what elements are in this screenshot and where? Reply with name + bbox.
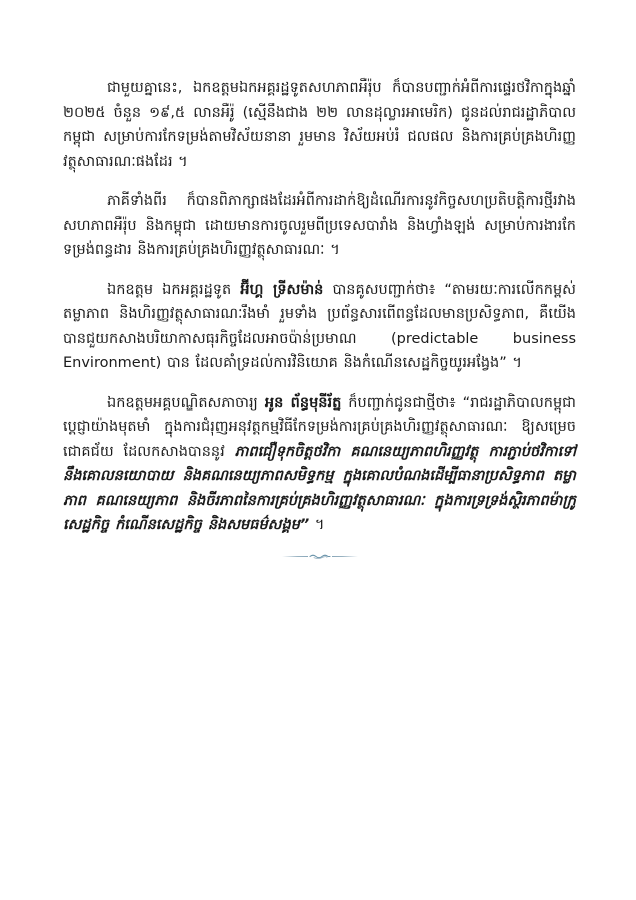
text-run: ឯកឧត្តមអគ្គបណ្ឌិតសភាចារ្យ: [107, 394, 265, 411]
decorative-divider: [282, 553, 358, 560]
text-run: បានគូសបញ្ជាក់ថា៖ “តាមរយៈការលើកកម្ពស់តម្លាភាព និងហិរញ្ញវត្ថុសាធារណៈរឹងមាំ រួមទាំង ប្រព័ន្ធសារពើពន្ធដែលមានប្រសិទ្ធភាព, គឺយើងបានជួយកសាងបរិយាកាសធុរកិច្ចដែលអាចប៉ាន់ប្រមាណ (predictable business Environment) បាន ដែលគាំទ្រដល់ការវិនិយោគ និងកំណើនសេដ្ឋកិច្ចយូរអង្វែង” ។: [63, 281, 576, 371]
text-run: ជាមួយគ្នានេះ, ឯកឧត្តមឯកអគ្គរដ្ឋទូតសហភាពអឺរ៉ុប ក៏បានបញ្ជាក់អំពីការផ្ទេរថវិកាក្នុងឆ្នាំ ២០២៥ ចំនួន ១៩,៥ លានអឺរ៉ូ (ស្មើនឹងជាង ២២ លានដុល្លារអាមេរិក) ជូនដល់រាជរដ្ឋាភិបាលកម្ពុជា សម្រាប់ការកែទម្រង់តាមវិស័យនានា រួមមាន វិស័យអប់រំ ជលផល និងការគ្រប់គ្រងហិរញ្ញវត្ថុសាធារណៈផងដែរ ។: [63, 80, 576, 170]
text-run: ឯកឧត្តម ឯកអគ្គរដ្ឋទូត: [107, 281, 241, 298]
text-run: ក៏បញ្ជាក់ជូនជាថ្មីថា៖ “រាជរដ្ឋាភិបាលកម្ពុជា ប្ដេជ្ញាយ៉ាងមុតមាំ ក្នុងការជំរុញអនុវត្តកម្មវិធីកែទម្រង់ការគ្រប់គ្រងហិរញ្ញវត្ថុសាធារណៈ ឱ្យសម្រេចជោគជ័យ ដែលកសាងបាននូវ: [63, 394, 576, 460]
divider-line-right: [332, 556, 358, 557]
divider-wave-icon: [309, 553, 331, 560]
paragraph: [63, 278, 576, 376]
document-body: [63, 76, 576, 538]
emphasized-quote: ភាពជឿទុកចិត្តថវិកា គណនេយ្យភាពហិរញ្ញវត្ថុ ការភ្ជាប់ថវិកាទៅនឹងគោលនយោបាយ និងគណនេយ្យភាពសមិទ្ធកម្ម ក្នុងគោលបំណងដើម្បីធានាប្រសិទ្ធភាព តម្លាភាព គណនេយ្យភាព និងចីរភាពនៃការគ្រប់គ្រងហិរញ្ញវត្ថុសាធារណៈ ក្នុងការទ្រទ្រង់ស្ថិរភាពម៉ាក្រូសេដ្ឋកិច្ច កំណើនសេដ្ឋកិច្ច និងសមធម៌សង្គម”: [63, 443, 576, 533]
paragraph: [63, 391, 576, 538]
divider-line-left: [282, 556, 308, 557]
person-name: អ៊ីហ្គ ទ្រីសម៉ាន់: [240, 281, 324, 298]
text-run: ភាគីទាំងពីរ ក៏បានពិភាក្សាផងដែរអំពីការដាក់ឱ្យដំណើរការនូវកិច្ចសហប្រតិបត្តិការថ្មីរវាង សហភាពអឺរ៉ុប និងកម្ពុជា ដោយមានការចូលរួមពីប្រទេសបារាំង និងហ្វាំងឡង់ សម្រាប់ការងារកែទម្រង់ពន្ធដារ និងការគ្រប់គ្រងហិរញ្ញវត្ថុសាធារណៈ ។: [63, 193, 576, 258]
person-name: អូន ព័ន្ធមុនីរ័ត្ន: [264, 394, 342, 411]
paragraph: [63, 76, 576, 174]
paragraph: [63, 189, 576, 263]
text-run: ។: [309, 517, 325, 533]
